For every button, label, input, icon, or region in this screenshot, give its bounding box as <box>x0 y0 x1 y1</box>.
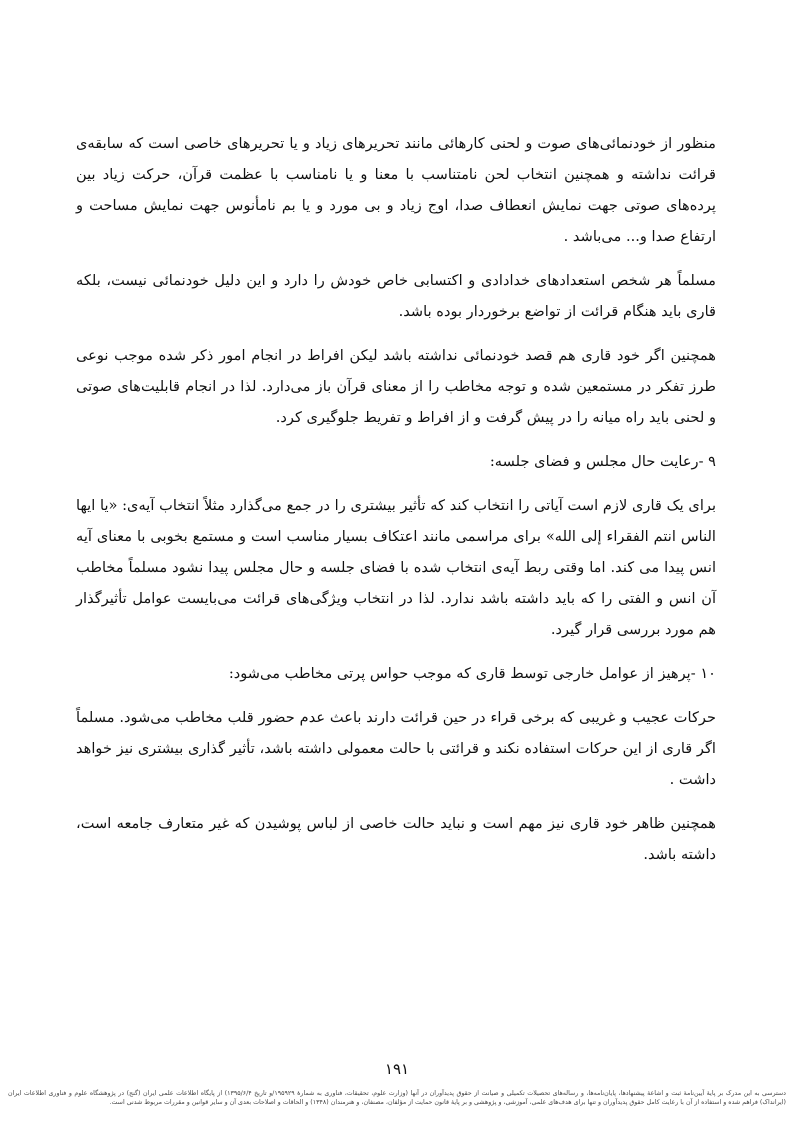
paragraph-strange-movements: حرکات عجیب و غریبی که برخی قراء در حین قرائت دارند باعث عدم حضور قلب مخاطب می‌شود. مسلماً اگر قاری از این حرکات استفاده نکند و قرائتی با حالت معمولی داشته باشد، تأثیر گذاری بیشتری نیز خواهد داشت . <box>76 709 716 788</box>
paragraph-appearance: همچنین ظاهر خود قاری نیز مهم است و نباید حالت خاصی از لباس پوشیدن که غیر متعارف جامعه است، داشته باشد. <box>76 815 716 863</box>
paragraph-vocal-showing-off: منظور از خودنمائی‌های صوت و لحنی کارهائی مانند تحریرهای زیاد و یا تحریرهای خاصی است که سابقه‌ی قرائت نداشته و همچنین انتخاب لحن نامتناسب با معنا و یا نامناسب با عظمت قرآن، حرکت زیاد بین پرده‌های صوتی جهت نمایش انعطاف صدا، اوج زیاد و بی مورد و یا بم نامأنوس جهت نمایش مساحت و ارتفاع صدا و... می‌باشد . <box>76 135 716 245</box>
footer-copyright-note: دسترسی به این مدرک بر پایهٔ آیین‌نامهٔ ثبت و اشاعهٔ پیشنهادها، پایان‌نامه‌ها، و رساله‌های تحصیلات تکمیلی و صیانت از حقوق پدیدآوران در آنها (وزارت علوم، تحقیقات، فناوری به شمارهٔ ۱۹۵۹۲۹/و تاریخ ۱۳۹۵/۶/۴) از پایگاه اطلاعات علمی ایران (گنج) در پژوهشگاه علوم و فناوری اطلاعات ایران (ایرانداک) فراهم شده و استفاده از آن با رعایت کامل حقوق پدیدآوران و تنها برای هدف‌های علمی، آموزشی، و پژوهشی و بر پایهٔ قانون حمایت از مؤلفان، مصنفان، و هنرمندان (۱۳۴۸) و الحاقات و اصلاحات بعدی آن و سایر قوانین و مقررات مربوط شدنی است. <box>8 1090 786 1106</box>
paragraph-talents-humility: مسلماً هر شخص استعدادهای خدادادی و اکتسابی خاص خودش را دارد و این دلیل خودنمائی نیست، بلکه قاری باید هنگام قرائت از تواضع برخوردار بوده باشد. <box>76 272 716 320</box>
page-body <box>76 128 716 883</box>
page-number: ۱۹۱ <box>384 1060 410 1078</box>
paragraph-verse-selection: برای یک قاری لازم است آیاتی را انتخاب کند که تأثیر بیشتری را در جمع می‌گذارد مثلاً انتخاب آیه‌ی: «یا ایها الناس انتم الفقراء إلی الله» برای مراسمی مانند اعتکاف بسیار مناسب است و مستمع بخوبی با معنای آیه انس پیدا می کند. اما وقتی ربط آیه‌ی انتخاب شده با فضای جلسه و حال مجلس پیدا نشود مسلماً مخاطب آن انس و الفتی را که باید داشته باشد ندارد. لذا در انتخاب ویژگی‌های قرائت می‌بایست عوامل تأثیرگذار هم مورد بررسی قرار گیرد. <box>76 497 717 638</box>
paragraph-excess-avoidance: همچنین اگر خود قاری هم قصد خودنمائی نداشته باشد لیکن افراط در انجام امور ذکر شده موجب نوعی طرز تفکر در مستمعین شده و توجه مخاطب را از معنای قرآن باز می‌دارد. لذا در انجام قابلیت‌های صوتی و لحنی باید راه میانه را در پیش گرفت و از افراط و تفریط جلوگیری کرد. <box>76 347 716 426</box>
section-heading-10: ۱۰ -پرهیز از عوامل خارجی توسط قاری که موجب حواس پرتی مخاطب می‌شود: <box>228 665 716 682</box>
section-heading-9: ۹ -رعایت حال مجلس و فضای جلسه: <box>489 453 716 470</box>
